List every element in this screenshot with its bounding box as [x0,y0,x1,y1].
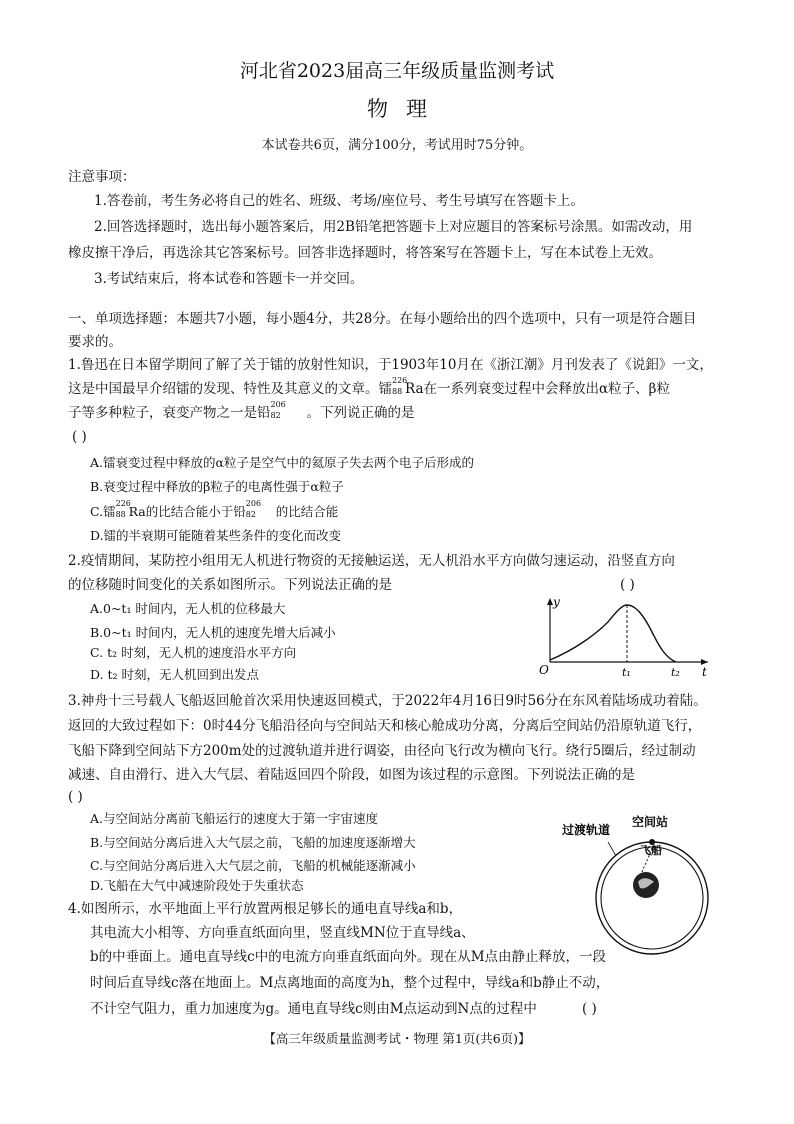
section1-line2: 要求的。 [68,334,122,350]
q1-option-c: C.镭 226 88 Ra的比结合能小于铅 206 82 的比结合能 [90,499,339,519]
q1-line2-a: 这是中国最早介绍镭的发现、特性及其意义的文章。镭 [68,381,392,397]
t-axis-label: t [702,665,707,679]
label-space-station: 空间站 [632,815,669,829]
radium-nuclide: 226 88 [392,376,408,396]
exam-title: 河北省2023届高三年级质量监测考试 [239,60,555,82]
displacement-time-graph [536,594,716,684]
lead-nuclide: 206 82 [270,400,286,420]
q4-line1: 4.如图所示，水平地面上平行放置两根足够长的通电直导线a和b， [68,901,463,917]
station-orbit [596,842,708,954]
q1-answer-paren: ( ) [72,429,87,445]
transfer-orbit [601,847,703,949]
y-t-curve [550,605,676,662]
q4-line2: 其电流大小相等、方向垂直纸面向里，竖直线MN位于直导线a、 [90,925,475,941]
q1-option-a: A.镭衰变过程中释放的α粒子是空气中的氦原子失去两个电子后形成的 [90,455,474,470]
label-transfer-orbit: 过渡轨道 [562,823,611,837]
exam-info: 本试卷共6页，满分100分，考试用时75分钟。 [261,138,533,153]
radium-nuclide-c: 226 88 [115,499,131,519]
q4-answer-paren: ( ) [582,1001,597,1017]
notes-heading: 注意事项： [68,169,136,185]
q1-line2-b: 在一系列衰变过程中会释放出α粒子、β粒 [423,381,670,397]
y-axis-label: y [553,595,560,609]
q2-option-c: C. t₂ 时刻，无人机的速度沿水平方向 [90,645,297,660]
page-footer: 【高三年级质量监测考试・物理 第1页(共6页)】 [263,1031,531,1046]
q3-answer-paren: ( ) [68,789,83,805]
note-item-2-cont: 橡皮擦干净后，再选涂其它答案标号。回答非选择题时，将答案写在答题卡上，写在本试卷上无效。 [68,245,662,261]
q2-option-d: D. t₂ 时刻，无人机回到出发点 [90,667,260,682]
q3-line2: 返回的大致过程如下：0时44分飞船沿径向与空间站天和核心舱成功分离，分离后空间站仍沿原轨道飞行， [68,718,702,734]
q1-option-d: D.镭的半衰期可能随着某些条件的变化而改变 [90,528,342,543]
t1-label: t₁ [622,666,631,679]
note-item-3: 3.考试结束后，将本试卷和答题卡一并交回。 [94,271,364,287]
q2-line2: 的位移随时间变化的关系如图所示。下列说法正确的是 [68,577,392,593]
q1-line3: 子等多种粒子，衰变产物之一是铅 206 82 。下列说正确的是 [68,400,415,421]
note-item-1: 1.答卷前，考生务必将自己的姓名、班级、考场/座位号、考生号填写在答题卡上。 [94,193,584,209]
label-spaceship: 飞船 [640,844,662,857]
q2-option-a: A.0~t₁ 时间内，无人机的位移最大 [90,601,286,616]
q3-line3: 飞船下降到空间站下方200m处的过渡轨道并进行调姿，由径向飞行改为横向飞行。绕行5圈后，经过制动 [68,743,696,759]
q1-line2 [68,376,670,398]
radium-symbol: Ra [405,381,424,397]
subject-title: 物理 [367,97,445,121]
q4-line5: 不计空气阻力，重力加速度为g。通电直导线c则由M点运动到N点的过程中 [90,1001,537,1017]
note-item-2: 2.回答选择题时，选出每小题答案后，用2B铅笔把答题卡上对应题目的答案标号涂黑。如需改动，用 [94,219,693,235]
transfer-label-leader [608,842,616,856]
q2-option-b: B.0~t₁ 时间内，无人机的速度先增大后减小 [90,625,336,640]
q3-option-a: A.与空间站分离前飞船运行的速度大于第一宇宙速度 [90,811,379,826]
origin-label: O [539,663,549,677]
q2-line1: 2.疫情期间，某防控小组用无人机进行物资的无接触运送，无人机沿水平方向做匀速运动，沿竖直方向 [68,553,675,569]
q4-line3: b的中垂面上。通电直导线c中的电流方向垂直纸面向外。现在从M点由静止释放，一段 [90,949,607,965]
q1-line1: 1.鲁迅在日本留学期间了解了关于镭的放射性知识，于1903年10月在《浙江潮》月刊发表了《说鈤》一文， [68,357,713,373]
q3-line4: 减速、自由滑行、进入大气层、着陆返回四个阶段，如图为该过程的示意图。下列说法正确的是 [68,767,635,783]
orbit-diagram [560,812,730,957]
q3-option-b: B.与空间站分离后进入大气层之前，飞船的加速度逐渐增大 [90,835,416,850]
q4-line4: 时间后直导线c落在地面上。M点离地面的高度为h，整个过程中，导线a和b静止不动， [90,975,610,991]
q3-line1: 3.神舟十三号载人飞船返回舱首次采用快速返回模式，于2022年4月16日9时56分在东风着陆场成功着陆。 [68,693,707,709]
lead-nuclide-c: 206 82 [245,499,262,519]
q3-option-c: C.与空间站分离后进入大气层之前，飞船的机械能逐渐减小 [90,858,416,873]
q2-answer-paren: ( ) [620,577,635,593]
t2-label: t₂ [671,666,680,679]
q3-option-d: D.飞船在大气中减速阶段处于失重状态 [90,878,304,893]
section1-line1: 一、单项选择题：本题共7小题，每小题4分，共28分。在每小题给出的四个选项中，只有一项是符合题目 [68,311,697,327]
q1-option-b: B.衰变过程中释放的β粒子的电离性强于α粒子 [90,479,344,494]
